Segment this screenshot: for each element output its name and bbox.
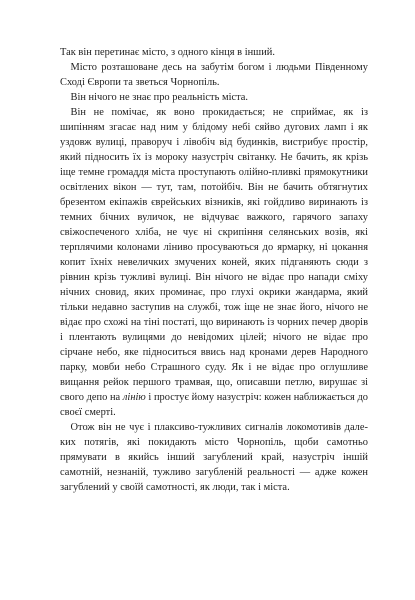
italic-word: лінію [122, 392, 146, 403]
body-text [60, 45, 368, 495]
paragraph-3: Він нічого не знає про реальність міста. [70, 92, 249, 103]
paragraph-5: Отож він не чує і плаксиво-тужливих сигналів локомотивів далеких потягів, які покидають місто Чорнопіль, щоби самотньо прямувати в якийсь інший загублений край, назустріч іншій самотній, незнаній, тужливо загубленій реальності — адже кожен загублений у своїй самотності, як люди, так і міста. [60, 422, 368, 493]
paragraph-1: Так він перетинає місто, з одного кінця в інший. [60, 47, 275, 58]
paragraph-2: Місто розташоване десь на забутім богом і людьми Південному Сході Європи та зветься Чорнопіль. [60, 62, 368, 88]
paragraph-4: Він не помічає, як воно прокидається; не сприймає, як із шипінням згасає над ним у блідому небі сяйво дугових ламп і як уздовж вулиці, праворуч і лівобіч від будинків, вистрибує простір, який підносить їх із мороку назустріч світанку. Не бачить, як крізь іще темне громаддя міста проступають олійно-пливкі прямокутники освітлених вікон — тут, там, потойбіч. Він не бачить обтягнутих брезентом екіпажів єврейських візників, які гойдливо виринають із темних бічних вуличок, не відчуває важкого, гарячого запаху свіжоспеченого хліба, не чує ні скрипіння селянських возів, які терплячими колонами ліниво просуваються до ярмарку, ні цокання копит їхніх невеличких змучених коней, яких підганяють сюди з рівнин крізь тужливі вулиці. Він нічого не відає про напади сміху нічних сновид, яких проминає, про глухі окрики жандарма, який тільки недавно заступив на службі, тож іще не знає його, нічого не відає про схожі на тіні постаті, що виринають із чорних печер дворів і плентають вулицями до невідомих цілей; нічого не відає про сірчане небо, яке підноситься ввись над кронами дерев Народного парку, мовби небо Страшного суду. Як і не відає про оглушливе вищання рейок першого трамвая, що, описавши петлю, вирушає зі свого депо на лінію і простує йому назустріч: кожен наближається до своєї смерті. [60, 107, 368, 418]
